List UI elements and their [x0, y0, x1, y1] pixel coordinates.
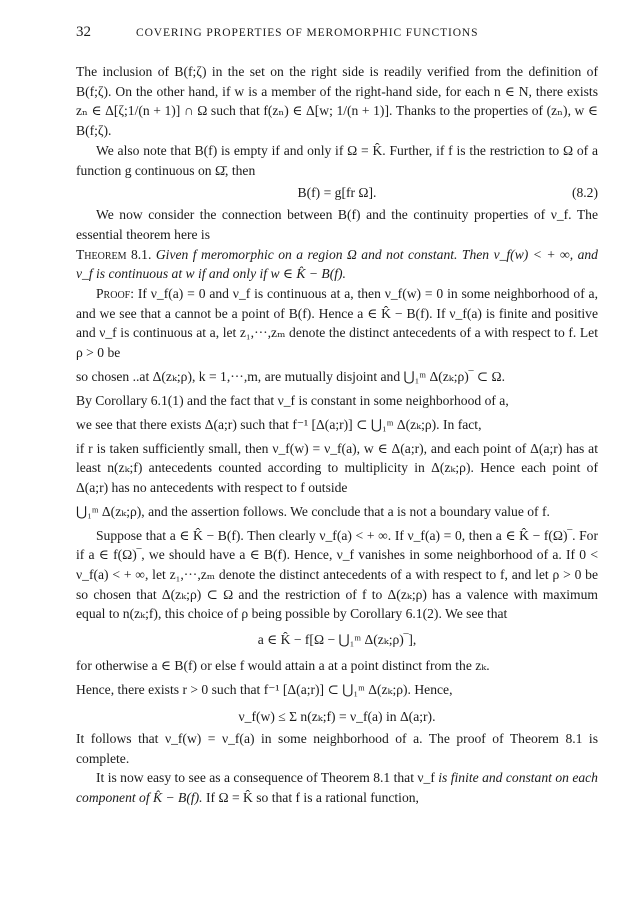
display-equation-1: a ∈ K̂ − f[Ω − ⋃₁ᵐ Δ(zₖ;ρ)‾],	[257, 632, 417, 648]
proof-part-6: ⋃₁ᵐ Δ(zₖ;ρ), and the assertion follows. We conclude that a is not a boundary value of f.	[76, 503, 550, 519]
proof-text-1: If ν_f(a) = 0 and ν_f is continuous at a, then ν_f(w) = 0 in some neighborhood of a, and we see that a cannot be a point of B(f). Hence a ∈ K̂ − B(f). If ν_f(a) is finite and positive and ν_f is continuous at a, let z₁,···,zₘ denote the distinct antecedents of a with respect to f. Let ρ > 0 be	[76, 286, 598, 361]
consequence-text-1: It is now easy to see as a consequence of Theorem 8.1 that ν_f	[96, 770, 435, 786]
equation-8-2	[76, 180, 598, 205]
paragraph-inclusion: The inclusion of B(f;ζ) in the set on the right side is readily verified from the definition of B(f;ζ). On the other hand, if w is a member of the right-hand side, for each n ∈ N, there exists zₙ ∈ Δ[ζ;1/(n + 1)] ∩ Ω such that f(zₙ) ∈ Δ[w; 1/(n + 1)]. Thanks to the properties of (zₙ), w ∈ B(f;ζ).	[76, 64, 598, 139]
proof-part-5: if r is taken sufficiently small, then ν_f(w) = ν_f(a), w ∈ Δ(a;r), and each point of Δ(a;r) has at least n(zₖ;f) antecedents counted according to multiplicity in Δ(zₖ;ρ). Hence each point of Δ(a;r) has no antecedents with respect to f outside	[76, 440, 598, 495]
consequence-emphasis: is finite and constant on each component of K̂ − B(f).	[76, 770, 598, 805]
paragraph-hence-exists: Hence, there exists r > 0 such that f⁻¹ [Δ(a;r)] ⊂ ⋃₁ᵐ Δ(zₖ;ρ). Hence,	[76, 681, 453, 697]
paragraph-continuity-intro: We now consider the connection between B(f) and the continuity properties of ν_f. The essential theorem here is	[76, 207, 598, 242]
proof-part-4: we see that there exists Δ(a;r) such that f⁻¹ [Δ(a;r)] ⊂ ⋃₁ᵐ Δ(zₖ;ρ). In fact,	[76, 416, 482, 432]
display-equation-2: ν_f(w) ≤ Σ n(zₖ;f) = ν_f(a) in Δ(a;r).	[238, 708, 436, 724]
paragraph-follows: It follows that ν_f(w) = ν_f(a) in some neighborhood of a. The proof of Theorem 8.1 is complete.	[76, 730, 598, 766]
proof-part-1	[76, 284, 598, 363]
consequence-text-2: If Ω = K̂ so that f is a rational function,	[206, 789, 419, 805]
paragraph-otherwise: for otherwise a ∈ B(f) or else f would attain a at a point distinct from the zₖ.	[76, 658, 490, 674]
proof-label: Proof:	[96, 286, 135, 302]
theorem-8-1	[76, 245, 598, 284]
paragraph-consequence	[76, 768, 598, 807]
page-body	[76, 62, 598, 808]
equation-8-2-body: B(f) = g[fr Ω].	[297, 185, 377, 201]
equation-8-2-number: (8.2)	[571, 185, 598, 201]
theorem-label: Theorem 8.1.	[76, 246, 152, 262]
paragraph-empty-boundary: We also note that B(f) is empty if and only if Ω = K̂. Further, if f is the restriction to Ω of a function g continuous on Ω̄, then	[76, 142, 598, 178]
proof-part-2: so chosen ..at Δ(zₖ;ρ), k = 1,···,m, are mutually disjoint and ⋃₁ᵐ Δ(zₖ;ρ)‾ ⊂ Ω.	[76, 368, 506, 384]
theorem-statement: Given f meromorphic on a region Ω and not constant. Then ν_f(w) < + ∞, and ν_f is continuous at w if and only if w ∈ K̂ − B(f).	[76, 246, 598, 282]
page-number: 32	[76, 24, 91, 40]
paragraph-suppose: Suppose that a ∈ K̂ − B(f). Then clearly ν_f(a) < + ∞. If ν_f(a) = 0, then a ∈ K̂ − f(Ω)‾. For if a ∈ f(Ω)‾, we should have a ∈ B(f). Hence, ν_f vanishes in some neighborhood of a. If 0 < ν_f(a) < + ∞, let z₁,···,zₘ denote the distinct antecedents of a with respect to f, and let ρ > 0 be so chosen that Δ(zₖ;ρ) ⊂ Ω and the restriction of f to Δ(zₖ;ρ) has a valence with maximum equal to n(zₖ;f), this choice of ρ being possible by Corollary 6.1(2). We see that	[76, 527, 598, 622]
proof-part-3: By Corollary 6.1(1) and the fact that ν_f is constant in some neighborhood of a,	[76, 392, 509, 408]
running-head-title: COVERING PROPERTIES OF MEROMORPHIC FUNCTIONS	[136, 27, 479, 39]
running-header	[76, 24, 598, 50]
